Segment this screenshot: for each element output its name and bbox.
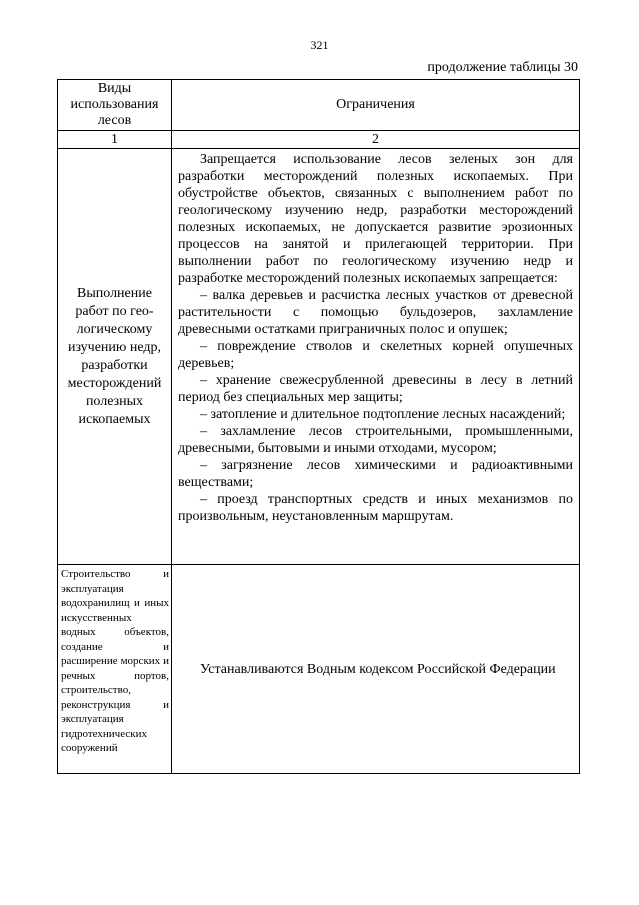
restriction-paragraph: – затопление и длительное подтопление лесных насаждений;	[200, 407, 566, 422]
table-row	[58, 565, 580, 774]
row-water-structures-use: Строительство и эксплуатация водохранилищ и иных искусственных водных объектов, создание и расширение морских и речных портов, строительство, реконструкция и эксплуатация гидротехнических сооружений	[58, 565, 172, 774]
table-header-row	[58, 80, 580, 131]
restriction-paragraph: Запрещается использование лесов зеленых зон для разработки месторождений полезных ископаемых. При обустройстве объектов, связанных с выполнением работ по геологическому изучению недр, разработки месторождений полезных ископаемых, не допускается развитие эрозионных процессов на занятой и прилегающей территории. При выполнении работ по геологическому изучению недр и разработке месторождений полезных ископаемых запрещается:	[178, 152, 573, 286]
restrictions-table	[57, 79, 580, 774]
header-forest-use-types	[58, 80, 172, 131]
table-continuation-label: продолжение таблицы 30	[427, 60, 578, 75]
restriction-paragraph: – загрязнение лесов химическими и радиоактивными веществами;	[178, 458, 573, 490]
row-geological-works-restrictions	[172, 149, 580, 565]
header-restrictions: Ограничения	[172, 80, 580, 131]
row-water-structures-restrictions	[172, 565, 580, 774]
restriction-paragraph: – захламление лесов строительными, промышленными, древесными, бытовыми и иными отходами, мусором;	[178, 424, 573, 456]
restriction-paragraph: Устанавливаются Водным кодексом Российской Федерации	[200, 661, 556, 677]
restriction-paragraph: – повреждение стволов и скелетных корней опушечных деревьев;	[178, 339, 573, 371]
header-forest-use-types-text: Виды использования лесов	[70, 81, 159, 128]
column-number-2: 2	[172, 131, 580, 149]
row-geological-works-use-text: Выполнение работ по гео- логическому изучению недр, разработки месторождений полезных ископаемых	[67, 285, 162, 427]
column-number-1: 1	[58, 131, 172, 149]
table-row	[58, 149, 580, 565]
page-number: 321	[310, 38, 329, 52]
row-geological-works-use	[58, 149, 172, 565]
restriction-paragraph: – хранение свежесрубленной древесины в лесу в летний период без специальных мер защиты;	[178, 373, 573, 405]
table-column-number-row	[58, 131, 580, 149]
restriction-paragraph: – проезд транспортных средств и иных механизмов по произвольным, неустановленным маршрутам.	[178, 492, 573, 524]
restriction-paragraph: – валка деревьев и расчистка лесных участков от древесной растительности с помощью бульдозеров, захламление древесными остатками приграничных полос и опушек;	[178, 288, 573, 337]
